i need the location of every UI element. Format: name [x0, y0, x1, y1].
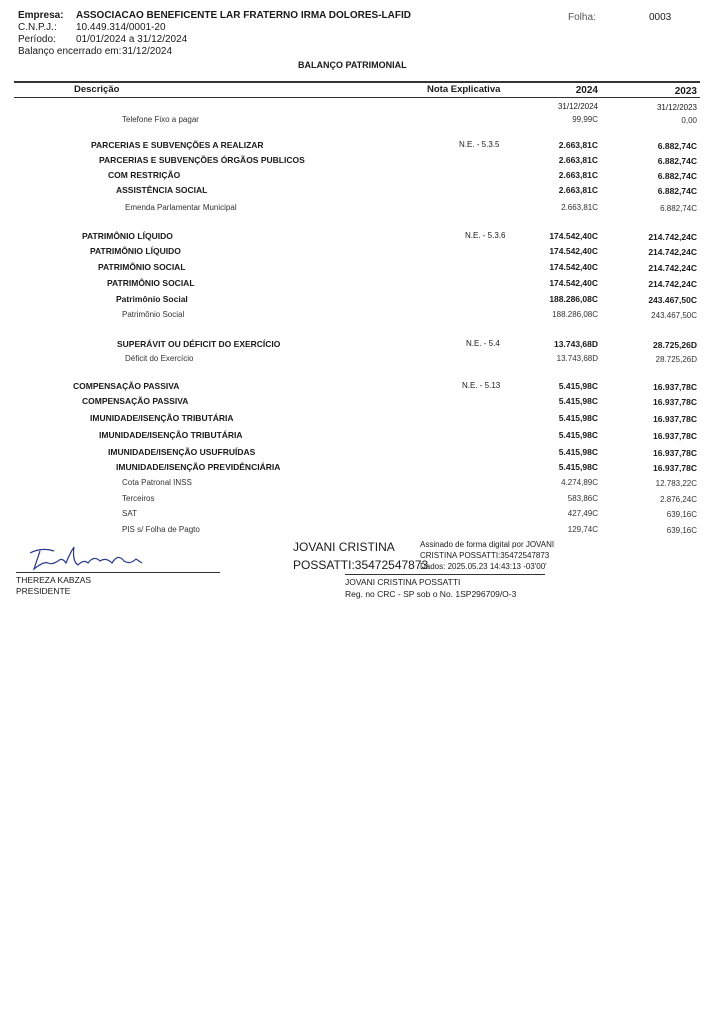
row-value-2024: 5.415,98C — [558, 462, 598, 472]
table-row — [0, 413, 727, 427]
row-value-2024: 583,86C — [567, 494, 598, 503]
row-description: PARCERIAS E SUBVENÇÕES A REALIZAR — [91, 140, 264, 150]
cnpj-label: C.N.P.J.: — [18, 22, 57, 33]
row-value-2024: 5.415,98C — [558, 430, 598, 440]
row-description: COMPENSAÇÃO PASSIVA — [73, 381, 180, 391]
row-description: Telefone Fixo a pagar — [122, 115, 199, 124]
table-row — [0, 396, 727, 410]
row-description: COMPENSAÇÃO PASSIVA — [82, 396, 189, 406]
folha-label: Folha: — [568, 12, 596, 23]
president-name: THEREZA KABZAS — [16, 575, 92, 585]
row-value-2023: 0,00 — [681, 116, 697, 125]
table-row — [0, 509, 727, 523]
row-description: SAT — [122, 509, 137, 518]
row-value-2023: 6.882,74C — [657, 141, 697, 151]
table-row — [0, 430, 727, 444]
table-row — [0, 203, 727, 217]
row-value-2023: 16.937,78C — [653, 463, 697, 473]
row-description: PATRIMÔNIO LÍQUIDO — [90, 246, 181, 256]
row-description: PIS s/ Folha de Pagto — [122, 525, 200, 534]
row-value-2023: 6.882,74C — [660, 204, 697, 213]
table-row — [0, 140, 727, 154]
periodo-value: 01/01/2024 a 31/12/2024 — [76, 34, 188, 45]
table-row — [0, 381, 727, 395]
row-value-2023: 6.882,74C — [657, 156, 697, 166]
digital-signer-name-2: POSSATTI:35472547873 — [293, 558, 429, 572]
row-description: IMUNIDADE/ISENÇÃO PREVIDÊNCIÁRIA — [116, 462, 281, 472]
table-row — [0, 115, 727, 129]
row-value-2023: 639,16C — [666, 526, 697, 535]
table-row — [0, 294, 727, 308]
row-nota: N.E. - 5.3.6 — [465, 231, 506, 240]
row-value-2023: 214.742,24C — [648, 279, 697, 289]
header-bottom-rule — [14, 97, 700, 98]
row-nota: N.E. - 5.3.5 — [459, 140, 500, 149]
folha-value: 0003 — [649, 12, 672, 23]
row-value-2023: 6.882,74C — [657, 171, 697, 181]
row-value-2024: 174.542,40C — [549, 262, 598, 272]
encerrado-label: Balanço encerrado em: — [18, 46, 122, 57]
table-row — [0, 339, 727, 353]
col-2024: 2024 — [575, 85, 598, 96]
table-row — [0, 246, 727, 260]
accountant-reg: Reg. no CRC - SP sob o No. 1SP296709/O-3 — [345, 589, 517, 599]
row-value-2024: 2.663,81C — [558, 140, 598, 150]
row-description: Cota Patronal INSS — [122, 478, 192, 487]
row-value-2023: 16.937,78C — [653, 448, 697, 458]
periodo-label: Período: — [18, 34, 56, 45]
row-value-2024: 174.542,40C — [549, 278, 598, 288]
row-value-2024: 2.663,81C — [558, 170, 598, 180]
row-value-2024: 5.415,98C — [558, 381, 598, 391]
row-description: IMUNIDADE/ISENÇÃO TRIBUTÁRIA — [90, 413, 234, 423]
table-row — [0, 462, 727, 476]
row-value-2024: 5.415,98C — [558, 413, 598, 423]
table-row — [0, 170, 727, 184]
row-description: SUPERÁVIT OU DÉFICIT DO EXERCÍCIO — [117, 339, 281, 349]
row-description: Terceiros — [122, 494, 155, 503]
row-value-2023: 28.725,26D — [653, 340, 697, 350]
date-2023: 31/12/2023 — [656, 103, 697, 112]
row-nota: N.E. - 5.13 — [462, 381, 501, 390]
table-row — [0, 478, 727, 492]
empresa-label: Empresa: — [18, 10, 64, 21]
row-value-2024: 2.663,81C — [558, 185, 598, 195]
table-row — [0, 494, 727, 508]
row-value-2023: 243.467,50C — [651, 311, 697, 320]
row-description: COM RESTRIÇÃO — [108, 170, 181, 180]
accountant-signature-line — [345, 574, 545, 575]
row-value-2023: 28.725,26D — [655, 355, 697, 364]
empresa-name: ASSOCIACAO BENEFICENTE LAR FRATERNO IRMA DOLORES-LAFID — [76, 10, 411, 21]
row-description: PARCERIAS E SUBVENÇÕES ÓRGÃOS PUBLICOS — [99, 155, 305, 165]
table-row — [0, 231, 727, 245]
col-2023: 2023 — [674, 86, 697, 97]
digital-info-3: Dados: 2025.05.23 14:43:13 -03'00' — [420, 562, 547, 571]
digital-info-2: CRISTINA POSSATTI:35472547873 — [420, 551, 550, 560]
row-value-2024: 4.274,89C — [561, 478, 598, 487]
row-value-2023: 214.742,24C — [648, 247, 697, 257]
row-description: Emenda Parlamentar Municipal — [125, 203, 237, 212]
digital-signer-name-1: JOVANI CRISTINA — [293, 540, 395, 554]
row-value-2024: 2.663,81C — [561, 203, 598, 212]
row-value-2024: 13.743,68D — [556, 354, 598, 363]
row-description: IMUNIDADE/ISENÇÃO TRIBUTÁRIA — [99, 430, 243, 440]
row-value-2023: 639,16C — [666, 510, 697, 519]
row-value-2023: 16.937,78C — [653, 397, 697, 407]
table-row — [0, 278, 727, 292]
encerrado-value: 31/12/2024 — [122, 46, 173, 57]
row-value-2023: 6.882,74C — [657, 186, 697, 196]
row-value-2024: 5.415,98C — [558, 396, 598, 406]
table-row — [0, 155, 727, 169]
page-title: BALANÇO PATRIMONIAL — [298, 60, 407, 70]
row-value-2023: 16.937,78C — [653, 431, 697, 441]
table-row — [0, 525, 727, 539]
accountant-name: JOVANI CRISTINA POSSATTI — [345, 577, 461, 587]
row-value-2023: 16.937,78C — [653, 382, 697, 392]
row-value-2024: 2.663,81C — [558, 155, 598, 165]
row-value-2023: 12.783,22C — [655, 479, 697, 488]
row-value-2023: 214.742,24C — [648, 232, 697, 242]
table-row — [0, 185, 727, 199]
row-value-2024: 188.286,08C — [552, 310, 598, 319]
row-description: Patrimônio Social — [116, 294, 188, 304]
row-value-2024: 129,74C — [567, 525, 598, 534]
row-description: PATRIMÔNIO SOCIAL — [98, 262, 186, 272]
date-2024: 31/12/2024 — [557, 102, 598, 111]
table-row — [0, 354, 727, 368]
row-nota: N.E. - 5.4 — [466, 339, 500, 348]
row-value-2024: 427,49C — [567, 509, 598, 518]
row-value-2023: 2.876,24C — [660, 495, 697, 504]
table-row — [0, 310, 727, 324]
cnpj-value: 10.449.314/0001-20 — [76, 22, 166, 33]
row-value-2024: 13.743,68D — [554, 339, 598, 349]
row-value-2023: 214.742,24C — [648, 263, 697, 273]
digital-info-1: Assinado de forma digital por JOVANI — [420, 540, 555, 549]
table-row — [0, 447, 727, 461]
president-signature-line — [16, 572, 220, 573]
row-value-2023: 16.937,78C — [653, 414, 697, 424]
row-value-2024: 174.542,40C — [549, 231, 598, 241]
table-row — [0, 262, 727, 276]
row-value-2024: 99,99C — [572, 115, 598, 124]
row-value-2024: 5.415,98C — [558, 447, 598, 457]
row-value-2023: 243.467,50C — [648, 295, 697, 305]
row-value-2024: 174.542,40C — [549, 246, 598, 256]
header-top-rule — [14, 81, 700, 83]
president-role: PRESIDENTE — [16, 586, 71, 596]
row-description: Déficit do Exercício — [125, 354, 194, 363]
row-description: PATRIMÔNIO SOCIAL — [107, 278, 195, 288]
row-description: IMUNIDADE/ISENÇÃO USUFRUÍDAS — [108, 447, 256, 457]
col-nota: Nota Explicativa — [427, 84, 501, 95]
row-description: ASSISTÊNCIA SOCIAL — [116, 185, 208, 195]
row-description: PATRIMÔNIO LÍQUIDO — [82, 231, 173, 241]
col-descricao: Descrição — [74, 84, 120, 95]
row-description: Patrimônio Social — [122, 310, 185, 319]
row-value-2024: 188.286,08C — [549, 294, 598, 304]
